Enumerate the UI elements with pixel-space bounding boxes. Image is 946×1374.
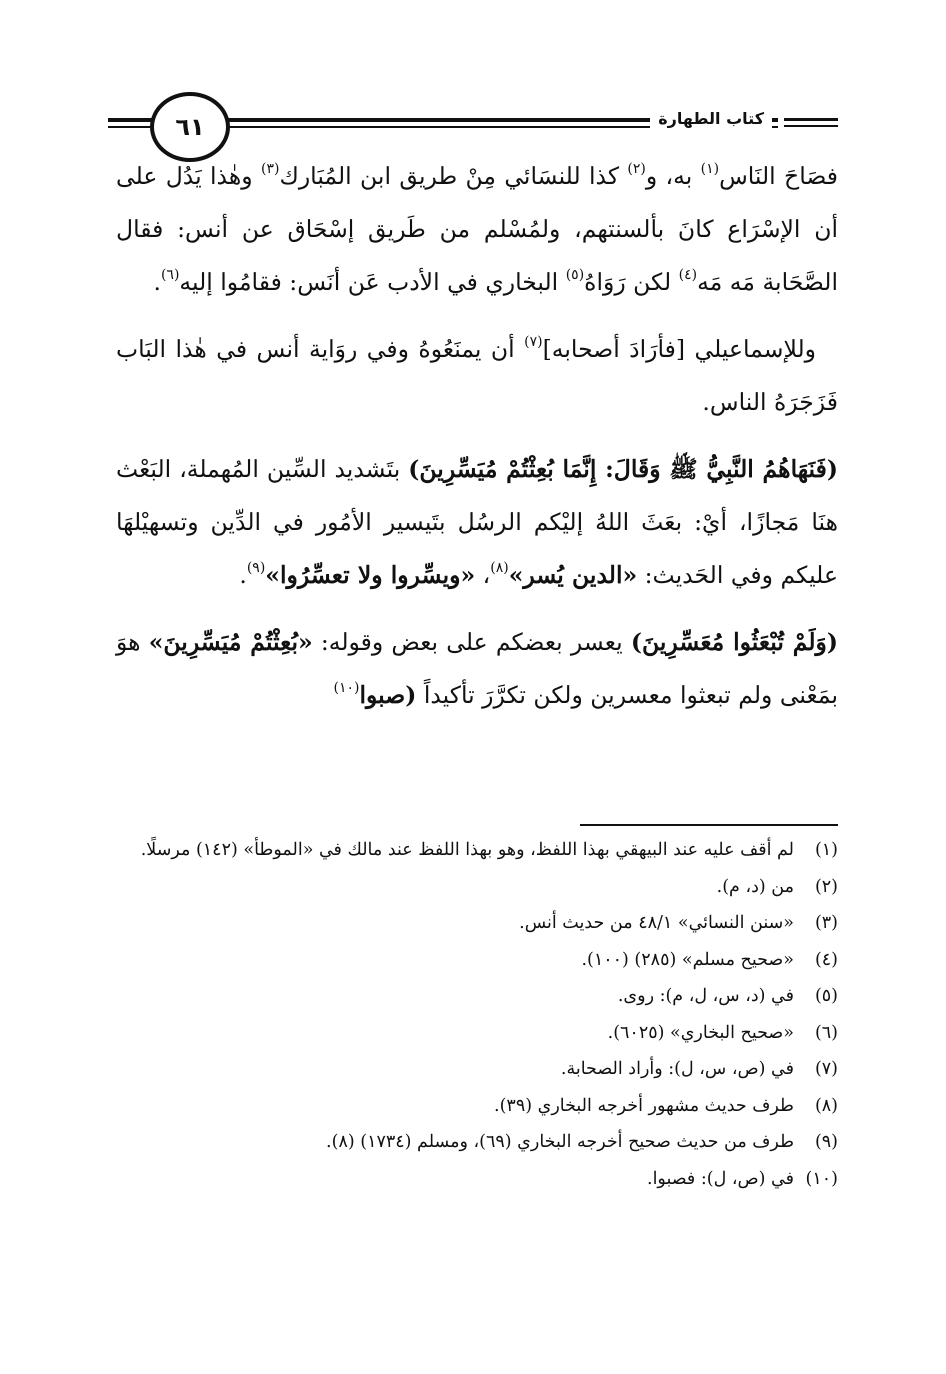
chapter-title: كتاب الطهارة	[650, 106, 772, 132]
footnote-ref-7[interactable]: (٧)	[524, 334, 543, 350]
main-text	[116, 150, 838, 736]
text-segment: كذا للنسَائي مِنْ طريق ابن المُبَارك	[279, 162, 628, 190]
footnote-7	[116, 1051, 838, 1088]
text-segment: يعسر بعضكم على بعض وقوله:	[312, 628, 631, 656]
hadith-quote: «ويسِّروا ولا تعسِّرُوا»	[265, 561, 476, 589]
paragraph-4	[116, 616, 838, 722]
text-segment: ،	[475, 561, 491, 589]
footnote-text: طرف من حديث صحيح أخرجه البخاري (٦٩)، ومسلم (١٧٣٤) (٨).	[326, 1132, 794, 1152]
text-segment: البخاري في الأدب عَن أنَس: فقامُوا إليه	[179, 268, 566, 296]
footnote-number: (٧)	[814, 1059, 838, 1079]
footnotes	[116, 832, 838, 1197]
footnote-3	[116, 905, 838, 942]
footnote-number: (١)	[814, 840, 838, 860]
footnote-number: (٢)	[814, 876, 838, 897]
paragraph-2	[116, 323, 838, 429]
footnote-text: من (د، م).	[716, 876, 794, 897]
footnote-text: «صحيح البخاري» (٦٠٢٥).	[607, 1022, 794, 1043]
footnote-ref-10[interactable]: (١٠)	[333, 680, 360, 696]
footnote-2	[116, 869, 838, 906]
hadith-quote: (فَنَهَاهُمُ النَّبِيُّ ﷺ وَقَالَ: إِنَّمَا بُعِثْتُمْ مُيَسِّرِينَ)	[408, 455, 838, 483]
hadith-quote: (وَلَمْ تُبْعَثُوا مُعَسِّرِينَ)	[630, 628, 838, 656]
footnote-ref-2[interactable]: (٢)	[627, 161, 646, 177]
text-segment: .	[153, 268, 161, 296]
text-segment: بتَشديد السِّين المُهملة، البَعْث هنَا مَجازًا، أيْ: بعَثَ اللهُ إليْكم الرسُل بتَيسير الأمُور في الدِّين وتسهيْلهَا عليكم وفي الحَديث:	[116, 455, 838, 589]
text-segment: لكن رَوَاهُ	[584, 268, 679, 296]
footnote-number: (٥)	[814, 986, 838, 1006]
footnote-number: (٣)	[814, 913, 838, 933]
footnote-10	[116, 1161, 838, 1198]
footnote-8	[116, 1088, 838, 1125]
footnote-ref-4[interactable]: (٤)	[678, 267, 698, 283]
footnote-4	[116, 942, 838, 979]
text-segment: وهٰذا يَدُل على أن الإسْرَاع كانَ بألسنتهم، ولمُسْلم من طَريق إسْحَاق عن أنس: فقال الصَّحَابة مَه مَه	[116, 162, 838, 296]
hadith-quote: «بُعِثْتُمْ مُيَسِّرِينَ»	[148, 628, 313, 656]
text-segment: فصَاحَ النَاس	[719, 162, 838, 190]
page-number: ٦١	[150, 92, 230, 162]
text-segment: أن يمنَعُوهُ وفي روَاية أنس في هٰذا البَاب فَزَجَرَهُ الناس.	[116, 335, 838, 416]
footnote-separator	[580, 824, 838, 826]
footnote-text: لم أقف عليه عند البيهقي بهذا اللفظ، وهو بهذا اللفظ عند مالك في «الموطأ» (١٤٢) مرسلًا.	[140, 840, 794, 860]
hadith-quote: «الدين يُسر»	[508, 561, 638, 589]
footnote-ref-8[interactable]: (٨)	[490, 560, 509, 576]
footnote-6	[116, 1015, 838, 1052]
footnote-text: في (ص، س، ل): وأراد الصحابة.	[560, 1059, 794, 1079]
paragraph-3	[116, 443, 838, 602]
footnote-text: طرف حديث مشهور أخرجه البخاري (٣٩).	[494, 1095, 794, 1116]
hadith-quote: (صبوا	[359, 681, 417, 709]
footnote-number: (١٠)	[805, 1168, 838, 1189]
footnote-text: «صحيح مسلم» (٢٨٥) (١٠٠).	[581, 949, 794, 970]
footnote-number: (٤)	[814, 949, 838, 970]
footnote-1	[116, 832, 838, 869]
text-segment: .	[239, 561, 247, 589]
header-ornament	[778, 108, 838, 132]
footnote-ref-9[interactable]: (٩)	[246, 560, 266, 576]
footnote-number: (٨)	[814, 1095, 838, 1116]
paragraph-1	[116, 150, 838, 309]
text-segment: وللإسماعيلي [فأرَادَ أصحابه]	[542, 335, 816, 363]
footnote-ref-3[interactable]: (٣)	[260, 161, 280, 177]
footnote-text: «سنن النسائي» ٤٨/١ من حديث أنس.	[519, 913, 794, 933]
footnote-text: في (د، س، ل، م): روى.	[617, 986, 794, 1006]
footnote-5	[116, 978, 838, 1015]
footnote-ref-1[interactable]: (١)	[700, 161, 720, 177]
footnote-ref-6[interactable]: (٦)	[160, 267, 180, 283]
footnote-9	[116, 1124, 838, 1161]
footnote-number: (٦)	[814, 1022, 838, 1043]
text-segment: به، و	[645, 162, 701, 190]
footnote-number: (٩)	[814, 1132, 838, 1152]
footnote-ref-5[interactable]: (٥)	[565, 267, 585, 283]
text-segment: هوَ بمَعْنى ولم تبعثوا معسرين ولكن تكرَّرَ تأكيداً	[116, 628, 838, 709]
footnote-text: في (ص، ل): فصبوا.	[647, 1168, 794, 1189]
